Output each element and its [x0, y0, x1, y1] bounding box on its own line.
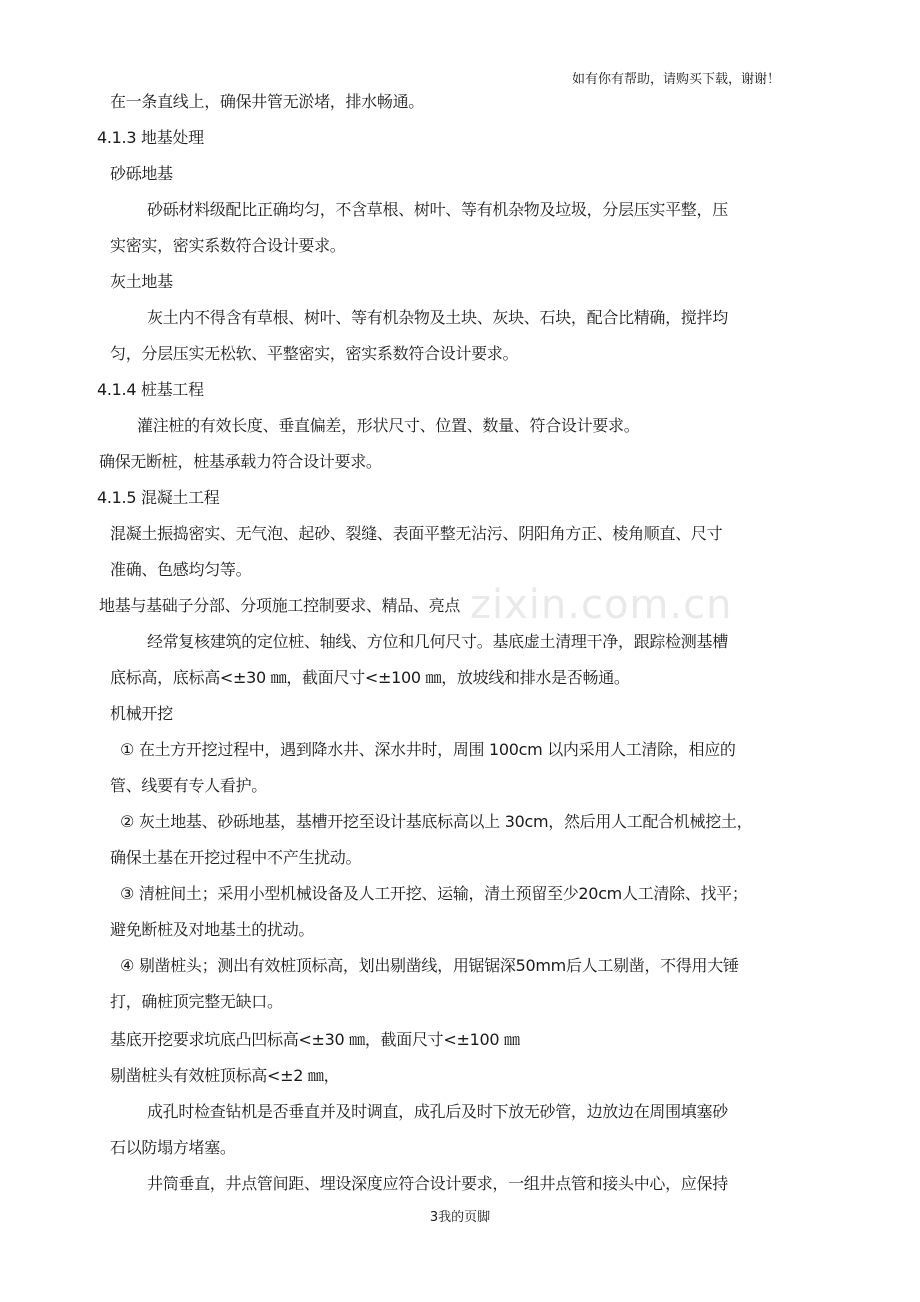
- sub-heading: 灰土地基: [110, 272, 173, 291]
- sub-heading: 地基与基础子分部、分项施工控制要求、精品、亮点: [99, 596, 461, 615]
- list-item: ③ 清桩间土；采用小型机械设备及人工开挖、运输，清土预留至少20cm人工清除、找平；: [120, 884, 748, 903]
- section-heading: 4.1.4 桩基工程: [97, 380, 204, 399]
- list-item: ① 在土方开挖过程中，遇到降水井、深水井时，周围 100cm 以内采用人工清除，相应的: [120, 740, 736, 759]
- section-heading: 4.1.5 混凝土工程: [97, 488, 220, 507]
- body-line: 管、线要有专人看护。: [110, 776, 268, 795]
- body-line: 剔凿桩头有效桩顶标高<±2 ㎜，: [110, 1066, 340, 1085]
- body-line: 混凝土振捣密实、无气泡、起砂、裂缝、表面平整无沾污、阴阳角方正、棱角顺直、尺寸: [110, 524, 723, 543]
- body-line: 避免断桩及对地基土的扰动。: [110, 920, 315, 939]
- body-line: 确保土基在开挖过程中不产生扰动。: [110, 848, 362, 867]
- body-line: 基底开挖要求坑底凸凹标高<±30 ㎜，截面尺寸<±100 ㎜: [110, 1030, 520, 1049]
- body-line: 打，确桩顶完整无缺口。: [110, 992, 283, 1011]
- body-line: 在一条直线上，确保井管无淤堵，排水畅通。: [110, 92, 425, 111]
- sub-heading: 机械开挖: [110, 704, 173, 723]
- body-line: 石以防塌方堵塞。: [110, 1138, 236, 1157]
- watermark: zixin.com.cn: [470, 582, 733, 628]
- body-line: 成孔时检查钻机是否垂直并及时调直，成孔后及时下放无砂管，边放边在周围填塞砂: [147, 1102, 728, 1121]
- list-item: ② 灰土地基、砂砾地基，基槽开挖至设计基底标高以上 30cm，然后用人工配合机械挖土，: [120, 812, 753, 831]
- body-line: 底标高，底标高<±30 ㎜，截面尺寸<±100 ㎜，放坡线和排水是否畅通。: [110, 668, 630, 687]
- body-line: 经常复核建筑的定位桩、轴线、方位和几何尺寸。基底虚土清理干净，跟踪检测基槽: [147, 632, 728, 651]
- body-line: 确保无断桩，桩基承载力符合设计要求。: [99, 452, 382, 471]
- section-heading: 4.1.3 地基处理: [97, 128, 204, 147]
- body-line: 匀，分层压实无松软、平整密实，密实系数符合设计要求。: [110, 344, 519, 363]
- body-line: 准确、色感均匀等。: [110, 560, 252, 579]
- header-note: 如有你有帮助，请购买下载，谢谢！: [571, 72, 780, 87]
- body-line: 灰土内不得含有草根、树叶、等有机杂物及土块、灰块、石块，配合比精确，搅拌均: [147, 308, 728, 327]
- body-line: 砂砾材料级配比正确均匀，不含草根、树叶、等有机杂物及垃圾，分层压实平整，压: [147, 200, 728, 219]
- body-line: 井筒垂直，井点管间距、埋设深度应符合设计要求，一组井点管和接头中心，应保持: [147, 1174, 728, 1193]
- sub-heading: 砂砾地基: [110, 164, 173, 183]
- body-line: 灌注桩的有效长度、垂直偏差，形状尺寸、位置、数量、符合设计要求。: [137, 416, 640, 435]
- page-footer: 3我的页脚: [429, 1210, 491, 1225]
- list-item: ④ 剔凿桩头；测出有效桩顶标高，划出剔凿线，用锯锯深50mm后人工剔凿，不得用大锤: [120, 956, 739, 975]
- body-line: 实密实，密实系数符合设计要求。: [110, 236, 346, 255]
